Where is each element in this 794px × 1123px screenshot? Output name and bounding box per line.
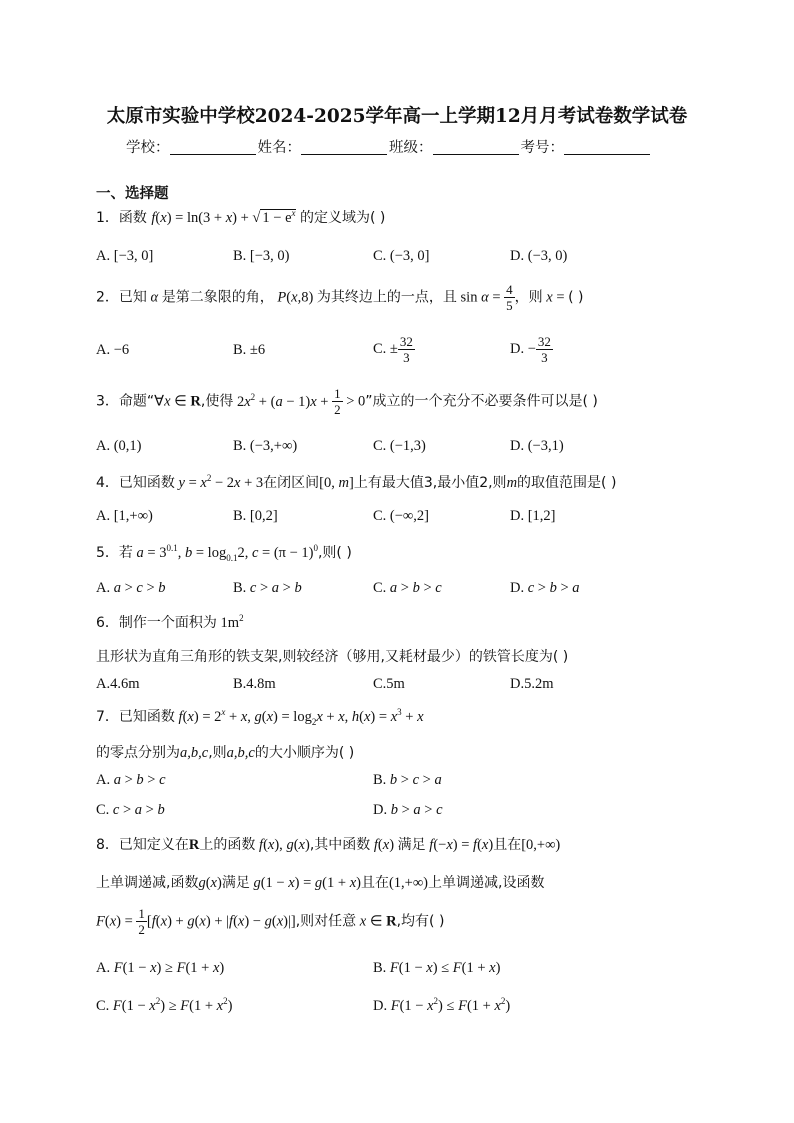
school-label: 学校：	[126, 140, 170, 156]
question-5: 5．若 $a = 3^{0.1}$, $b = \log_{0.1}2$, $c = (\pi - 1)^0$,则( )	[96, 543, 352, 563]
q8-option-a[interactable]: A. F(1 − x) ≥ F(1 + x)	[96, 960, 225, 976]
q1-option-a[interactable]: A. [−3, 0]	[96, 248, 154, 264]
question-8-line-2: 上单调递减,函数g(x)满足 g(1 − x) = g(1 + x)且在(1,+∞)上单调递减,设函数	[96, 875, 545, 891]
question-3: 3．命题“∀x ∈ R,使得 $2x^2 + (a - 1)x$ + $\frac{1}{2}$ > 0”成立的一个充分不必要条件可以是( )	[96, 386, 598, 417]
section-heading: 一、选择题	[96, 186, 169, 202]
student-info-row	[126, 136, 652, 157]
q1-option-c[interactable]: C. (−3, 0]	[373, 248, 430, 264]
question-8-line-3: F(x) = $\frac{1}{2}$ [f(x) + g(x) + |f(x) − g(x)|],则对任意 x ∈ R,均有( )	[96, 906, 445, 937]
class-field[interactable]	[433, 140, 519, 155]
q6-option-d[interactable]: D.5.2m	[510, 676, 554, 692]
q7-option-b[interactable]: B. b > c > a	[373, 772, 442, 788]
number-field[interactable]	[564, 140, 650, 155]
q3-option-c[interactable]: C. (−1,3)	[373, 438, 426, 454]
q6-option-c[interactable]: C.5m	[373, 676, 405, 692]
q1-formula: f(x) = ln(3 + x) + √ $1 - e^x$	[151, 208, 296, 226]
q6-option-b[interactable]: B.4.8m	[233, 676, 276, 692]
question-7-line-2: 的零点分别为a,b,c,则a,b,c的大小顺序为( )	[96, 745, 355, 761]
question-4: 4．已知函数 $y = x^2 - 2x + 3$在闭区间[0, m]上有最大值3,最小值2,则m的取值范围是( )	[96, 473, 617, 491]
question-6: 6．制作一个面积为 $1m^2$	[96, 613, 244, 631]
q3-option-b[interactable]: B. (−3,+∞)	[233, 438, 298, 454]
question-2: 2．已知 α 是第二象限的角， P(x,8) 为其终边上的一点，且 sin α = $\frac{4}{5}$ ，则 x = ( )	[96, 282, 584, 313]
q4-option-d[interactable]: D. [1,2]	[510, 508, 556, 524]
question-8: 8．已知定义在R上的函数 f(x), g(x),其中函数 f(x) 满足 f(−x) = f(x)且在[0,+∞)	[96, 837, 561, 853]
q2-option-a[interactable]: A. −6	[96, 342, 130, 358]
question-7: 7．已知函数 $f(x) = 2^x + x$, $g(x) = \log_2x + x$, $h(x) = x^3 + x$	[96, 707, 424, 727]
school-field[interactable]	[170, 140, 256, 155]
q8-option-c[interactable]: C. $F(1 - x^2) \ge F(1 + x^2)$	[96, 996, 233, 1014]
q3-option-a[interactable]: A. (0,1)	[96, 438, 142, 454]
q1-option-b[interactable]: B. [−3, 0)	[233, 248, 290, 264]
q6-option-a[interactable]: A.4.6m	[96, 676, 140, 692]
q5-option-d[interactable]: D. c > b > a	[510, 580, 580, 596]
q4-option-b[interactable]: B. [0,2]	[233, 508, 278, 524]
q5-option-b[interactable]: B. c > a > b	[233, 580, 302, 596]
q2-option-c[interactable]: C. ± $\frac{32}{3}$	[373, 334, 413, 365]
q7-option-a[interactable]: A. a > b > c	[96, 772, 166, 788]
q7-option-c[interactable]: C. c > a > b	[96, 802, 165, 818]
q2-option-d[interactable]: D. − $\frac{32}{3}$	[510, 334, 551, 365]
q3-option-d[interactable]: D. (−3,1)	[510, 438, 564, 454]
question-1: 1．函数 f(x) = ln(3 + x) + √ $1 - e^x$ 的定义域为( )	[96, 208, 386, 226]
q5-option-c[interactable]: C. a > b > c	[373, 580, 442, 596]
q2-option-b[interactable]: B. ±6	[233, 342, 266, 358]
number-label: 考号：	[520, 140, 564, 156]
q4-option-c[interactable]: C. (−∞,2]	[373, 508, 429, 524]
page-title: 太原市实验中学校2024-2025学年高一上学期12月月考试卷数学试卷	[106, 106, 688, 127]
question-6-line-2: 且形状为直角三角形的铁支架,则较经济（够用,又耗材最少）的铁管长度为( )	[96, 649, 569, 665]
name-label: 姓名：	[257, 140, 301, 156]
q7-option-d[interactable]: D. b > a > c	[373, 802, 443, 818]
name-field[interactable]	[301, 140, 387, 155]
class-label: 班级：	[389, 140, 433, 156]
q4-option-a[interactable]: A. [1,+∞)	[96, 508, 153, 524]
q1-option-d[interactable]: D. (−3, 0)	[510, 248, 568, 264]
q8-option-d[interactable]: D. $F(1 - x^2) \le F(1 + x^2)$	[373, 996, 511, 1014]
q8-option-b[interactable]: B. F(1 − x) ≤ F(1 + x)	[373, 960, 501, 976]
q5-option-a[interactable]: A. a > c > b	[96, 580, 166, 596]
